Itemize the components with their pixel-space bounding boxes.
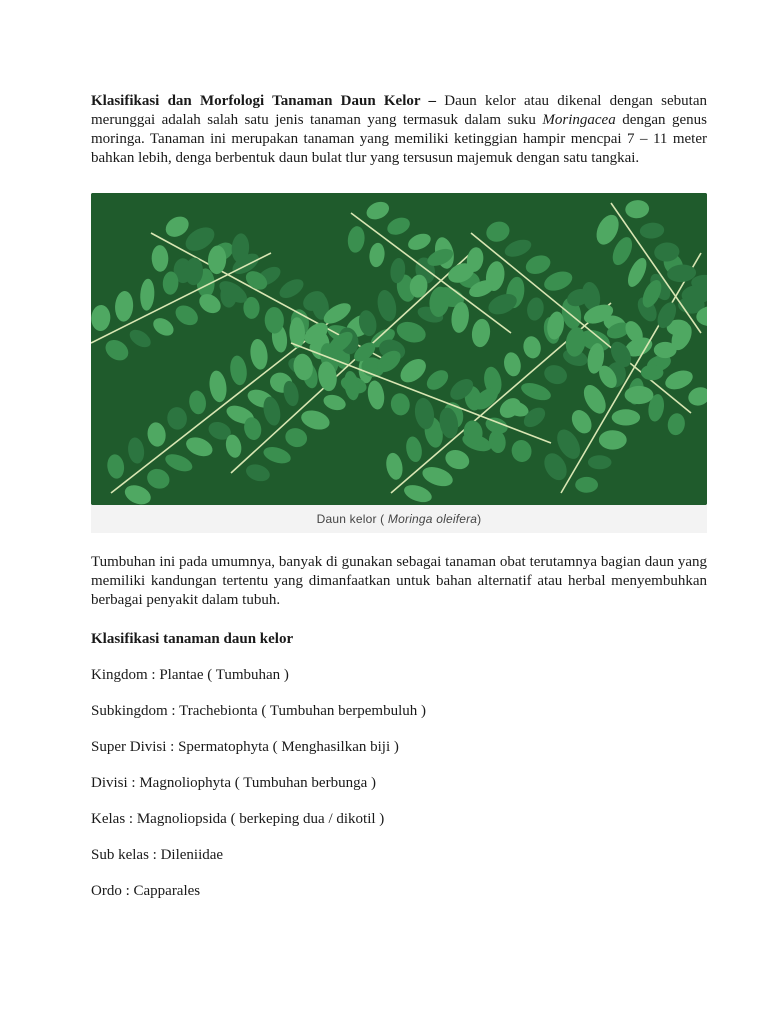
classification-heading: Klasifikasi tanaman daun kelor <box>91 631 294 647</box>
leaflet <box>641 365 664 381</box>
caption-species: Moringa oleifera <box>387 512 478 526</box>
classification-item: Sub kelas : Dileniidae <box>91 847 224 863</box>
leaflet <box>625 386 654 404</box>
leaflet <box>599 430 627 450</box>
classification-item: Divisi : Magnoliophyta ( Tumbuhan berbunga ) <box>91 775 376 791</box>
classification-item: Subkingdom : Trachebionta ( Tumbuhan berpembuluh ) <box>91 703 426 719</box>
leaflet <box>588 455 612 469</box>
classification-item: Kingdom : Plantae ( Tumbuhan ) <box>91 667 289 683</box>
leaflet <box>575 477 598 493</box>
photo-caption <box>91 505 707 533</box>
body-paragraph: Tumbuhan ini pada umumnya, banyak di gunakan sebagai tanaman obat terutamnya bagian daun yang memiliki kandungan tertentu yang dimanfaatkan untuk bahan alternatif atau herbal menyembuhkan berbagai penyakit dalam tubuh. <box>91 554 707 608</box>
intro-text-b: dengan genus moringa. Tanaman ini merupakan tanaman yang memiliki ketinggian hampir mencpai 7 – 11 meter bahkan lebih, denga berbentuk daun bulat tlur yang tersusun majemuk dengan satu tangkai. <box>91 112 707 166</box>
caption-suffix: ) <box>477 512 482 526</box>
intro-title: Klasifikasi dan Morfologi Tanaman Daun Kelor <box>91 93 421 109</box>
intro-paragraph <box>91 92 707 168</box>
moringa-leaves-illustration <box>91 193 707 505</box>
moringa-photo <box>91 193 707 505</box>
classification-item: Ordo : Capparales <box>91 883 201 899</box>
intro-text-a: Daun kelor atau dikenal dengan sebutan merunggai adalah salah satu jenis tanaman yang termasuk dalam suku <box>91 93 707 128</box>
document-page <box>91 92 707 901</box>
classification-item: Super Divisi : Spermatophyta ( Menghasilkan biji ) <box>91 739 399 755</box>
intro-family-name: Moringacea <box>542 112 616 128</box>
leaflet <box>612 409 640 425</box>
intro-dash: – <box>420 93 445 109</box>
classification-item: Kelas : Magnoliopsida ( berkeping dua / dikotil ) <box>91 811 385 827</box>
classification-list <box>91 666 707 901</box>
caption-prefix: Daun kelor ( <box>316 512 385 526</box>
